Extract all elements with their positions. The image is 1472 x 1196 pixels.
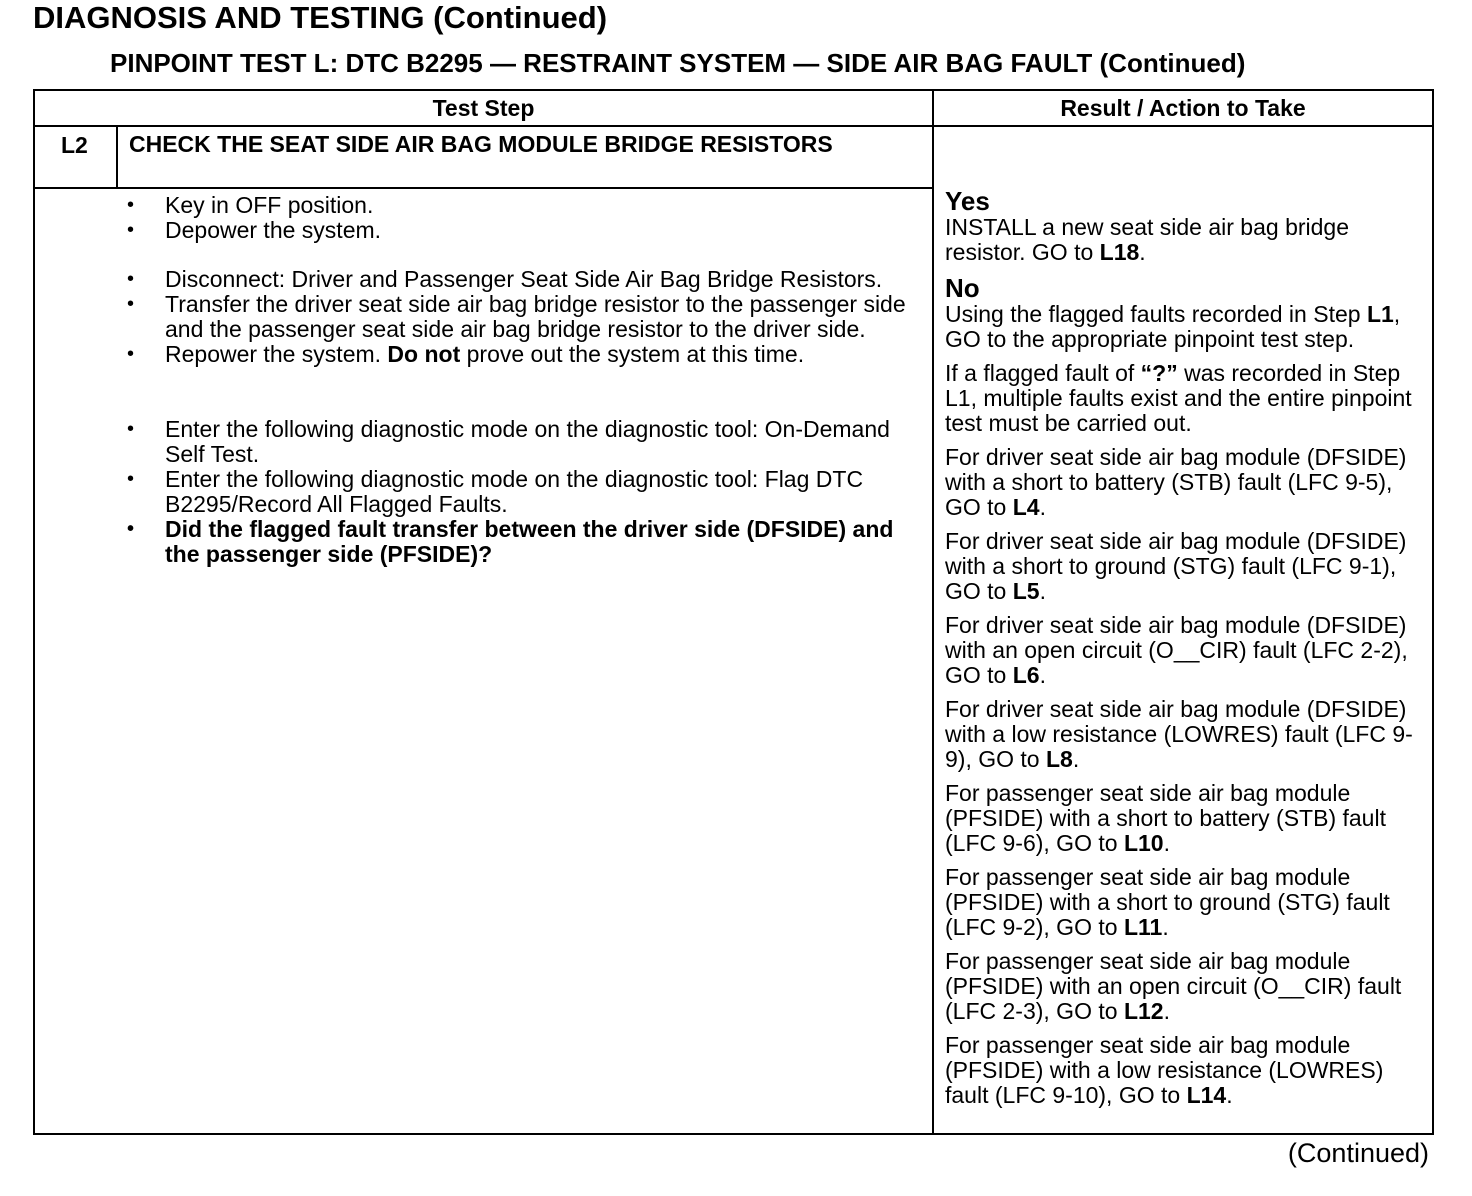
fault-go-step: L8 (1045, 746, 1073, 772)
step-title-divider (35, 187, 932, 189)
header-test-step: Test Step (432, 95, 535, 121)
no-question-text: was recorded in Step L1, multiple faults exist and the entire pinpoint test must be carried out. (945, 360, 1412, 436)
list-item: • Key in OFF position. (127, 193, 927, 218)
no-intro (945, 302, 1433, 352)
fault-action (945, 781, 1433, 856)
fault-go-step: L4 (1012, 494, 1040, 520)
result-action-cell (945, 187, 1433, 1117)
list-item-text: Repower the system. (165, 341, 388, 367)
no-question-mark: “?” (1140, 360, 1178, 386)
pinpoint-test-title: PINPOINT TEST L: DTC B2295 — RESTRAINT SYSTEM — SIDE AIR BAG FAULT (Continued) (110, 48, 1246, 78)
header-result-action: Result / Action to Take (1060, 95, 1306, 121)
list-item: • Depower the system. (127, 218, 927, 243)
fault-go-step: L11 (1123, 914, 1163, 940)
yes-action-text: INSTALL a new seat side air bag bridge resistor. GO to (945, 214, 1350, 265)
fault-go-step: L6 (1012, 662, 1040, 688)
no-question (945, 361, 1433, 436)
fault-action (945, 529, 1433, 604)
fault-text: For passenger seat side air bag module (PFSIDE) with a short to ground (STG) fault (LFC 9-2), GO to (945, 864, 1390, 940)
list-item: • Enter the following diagnostic mode on the diagnostic tool: Flag DTC B2295/Record All Flagged Faults. (127, 467, 927, 517)
yes-action (945, 215, 1433, 265)
page-title: DIAGNOSIS AND TESTING (Continued) (33, 0, 608, 35)
no-question-text: If a flagged fault of (945, 360, 1141, 386)
fault-action (945, 865, 1433, 940)
list-item: • Disconnect: Driver and Passenger Seat Side Air Bag Bridge Resistors. (127, 267, 927, 292)
fault-text: For driver seat side air bag module (DFSIDE) with a short to battery (STB) fault (LFC 9-5), GO to (945, 444, 1407, 520)
fault-action (945, 697, 1433, 772)
fault-text: For passenger seat side air bag module (PFSIDE) with a short to battery (STB) fault (LFC 9-6), GO to (945, 780, 1386, 856)
fault-go-step: L14 (1186, 1082, 1227, 1108)
fault-period: . (1163, 998, 1170, 1024)
fault-text: For driver seat side air bag module (DFSIDE) with a short to ground (STG) fault (LFC 9-1), GO to (945, 528, 1407, 604)
fault-period: . (1039, 494, 1046, 520)
no-intro-text: , GO to the appropriate pinpoint test step. (945, 301, 1401, 352)
yes-go-step: L18 (1099, 239, 1140, 265)
step-id: L2 (61, 132, 88, 158)
fault-go-step: L10 (1123, 830, 1164, 856)
fault-period: . (1226, 1082, 1233, 1108)
list-item (127, 342, 927, 367)
no-intro-text: Using the flagged faults recorded in Step (945, 301, 1367, 327)
fault-text: For driver seat side air bag module (DFSIDE) with a low resistance (LOWRES) fault (LFC 9-9), GO to (945, 696, 1413, 772)
fault-text: For passenger seat side air bag module (PFSIDE) with a low resistance (LOWRES) fault (LFC 9-10), GO to (945, 1032, 1384, 1108)
list-item: • Transfer the driver seat side air bag bridge resistor to the passenger side and the passenger seat side air bag bridge resistor to the driver side. (127, 292, 927, 342)
list-item-emphasis: Do not (387, 341, 461, 367)
column-divider (932, 91, 934, 1135)
fault-period: . (1039, 578, 1046, 604)
fault-period: . (1072, 746, 1080, 772)
list-item-question: • Did the flagged fault transfer between the driver side (DFSIDE) and the passenger side (PFSIDE)? (127, 517, 927, 567)
fault-go-step: L5 (1012, 578, 1040, 604)
test-step-list (127, 193, 927, 567)
yes-label: Yes (945, 186, 990, 216)
continued-note: (Continued) (1287, 1138, 1429, 1168)
yes-action-text: . (1139, 239, 1146, 265)
list-item: • Enter the following diagnostic mode on the diagnostic tool: On-Demand Self Test. (127, 417, 927, 467)
no-label: No (945, 273, 980, 303)
header-divider (35, 125, 1432, 127)
fault-action (945, 613, 1433, 688)
list-item-text: prove out the system at this time. (460, 341, 805, 367)
fault-go-step: L12 (1123, 998, 1164, 1024)
fault-action (945, 949, 1433, 1024)
fault-period: . (1162, 914, 1169, 940)
fault-text: For passenger seat side air bag module (PFSIDE) with an open circuit (O__CIR) fault (LFC 2-3), GO to (945, 948, 1402, 1024)
fault-period: . (1039, 662, 1046, 688)
step-id-divider (116, 125, 118, 189)
fault-text: For driver seat side air bag module (DFSIDE) with an open circuit (O__CIR) fault (LFC 2-2), GO to (945, 612, 1408, 688)
step-title: CHECK THE SEAT SIDE AIR BAG MODULE BRIDGE RESISTORS (129, 131, 833, 157)
pinpoint-test-table (33, 89, 1434, 1135)
fault-action (945, 445, 1433, 520)
fault-action (945, 1033, 1433, 1108)
no-intro-step: L1 (1366, 301, 1394, 327)
fault-period: . (1163, 830, 1170, 856)
